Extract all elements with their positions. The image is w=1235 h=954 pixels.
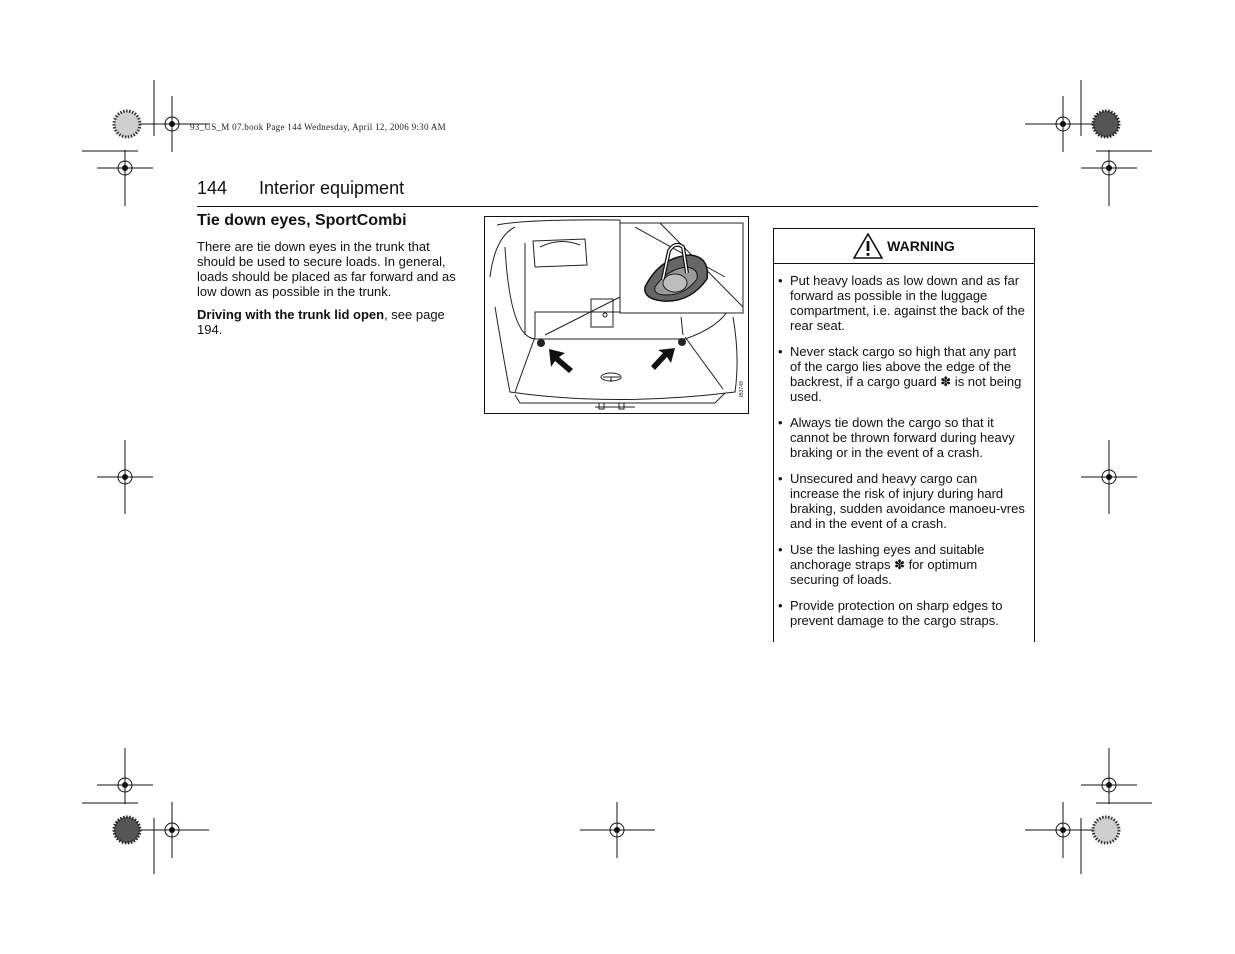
warning-box: [773, 228, 1035, 642]
warning-triangle-icon: [853, 233, 883, 259]
body-paragraph: There are tie down eyes in the trunk that should be used to secure loads. In general, loads should be placed as far forward and as low down as possible in the trunk.: [197, 239, 456, 299]
trunk-drawing: [485, 217, 748, 413]
warning-item: • Never stack cargo so high that any part of the cargo lies above the edge of the backrest, if a cargo guard ✽ is not being used.: [778, 344, 1026, 404]
warning-item: • Use the lashing eyes and suitable anchorage straps ✽ for optimum securing of loads.: [778, 542, 1026, 587]
print-slug: 93_US_M 07.book Page 144 Wednesday, April 12, 2006 9:30 AM: [190, 122, 446, 132]
warning-item: • Put heavy loads as low down and as far forward as possible in the luggage compartment, i.e. against the back of the rear seat.: [778, 273, 1026, 333]
cross-reference-page: , see page 194.: [197, 307, 445, 337]
header-divider: [197, 206, 1038, 207]
warning-list: [774, 264, 1034, 628]
warning-header: [774, 229, 1034, 264]
main-text-column: [197, 212, 467, 345]
cross-reference: [197, 307, 467, 337]
warning-item: • Unsecured and heavy cargo can increase the risk of injury during hard braking, sudden avoidance manoeu-vres and in the event of a crash.: [778, 471, 1026, 531]
trunk-illustration: [484, 216, 749, 414]
section-heading: Tie down eyes, SportCombi: [197, 212, 407, 229]
cross-reference-title: Driving with the trunk lid open: [197, 307, 385, 322]
figure-code: IB3749: [739, 381, 745, 397]
warning-item: • Always tie down the cargo so that it cannot be thrown forward during heavy braking or in the event of a crash.: [778, 415, 1026, 460]
warning-item: • Provide protection on sharp edges to prevent damage to the cargo straps.: [778, 598, 1026, 628]
page-number: 144: [197, 178, 228, 198]
section-title: Interior equipment: [259, 178, 405, 198]
warning-title: WARNING: [887, 238, 955, 254]
